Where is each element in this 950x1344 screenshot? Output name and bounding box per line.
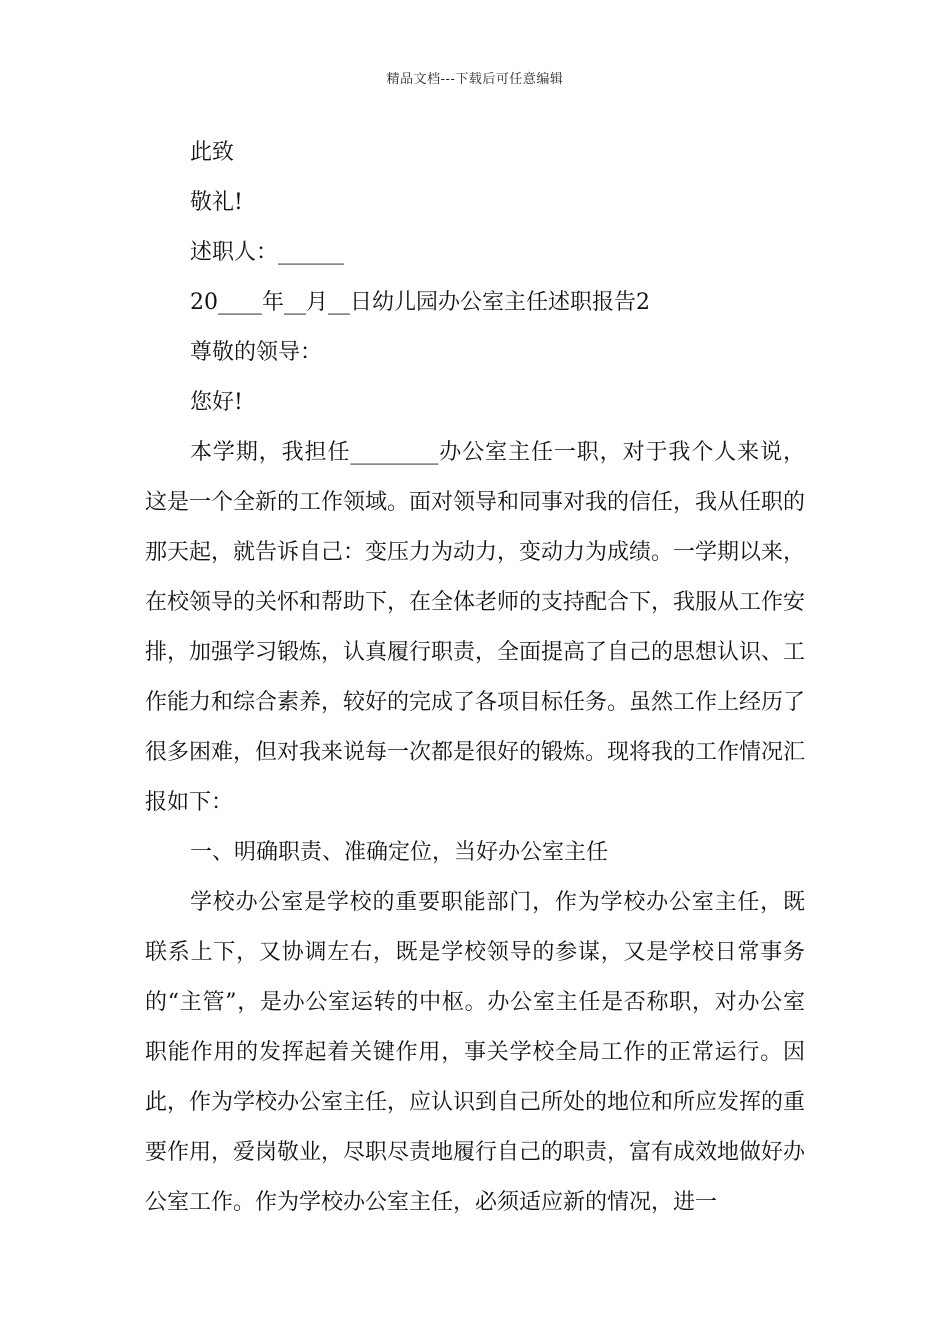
document-body [145, 128, 805, 1228]
page-header: 精品文档---下载后可任意编辑 [386, 72, 564, 87]
paragraph-section-1: 学校办公室是学校的重要职能部门，作为学校办公室主任，既联系上下，又协调左右，既是学校领导的参谋，又是学校日常事务的“主管”，是办公室运转的中枢。办公室主任是否称职，对办公室职能作用的发挥起着关键作用，事关学校全局工作的正常运行。因此，作为学校办公室主任，应认识到自己所处的地位和所应发挥的重要作用，爱岗敬业，尽职尽责地履行自己的职责，富有成效地做好办公室工作。作为学校办公室主任，必须适应新的情况，进一 [145, 890, 806, 1215]
greeting-line: 您好! [190, 390, 243, 415]
section-heading-1: 一、明确职责、准确定位，当好办公室主任 [190, 840, 609, 865]
date-title-line: 20____年__月__日幼儿园办公室主任述职报告2 [190, 290, 650, 315]
closing-line-2: 敬礼! [190, 190, 243, 215]
signer-line: 述职人：______ [190, 240, 345, 265]
paragraph-intro: 本学期，我担任________办公室主任一职，对于我个人来说，这是一个全新的工作领域。面对领导和同事对我的信任，我从任职的那天起，就告诉自己：变压力为动力，变动力为成绩。一学期以来，在校领导的关怀和帮助下，在全体老师的支持配合下，我服从工作安排，加强学习锻炼，认真履行职责，全面提高了自己的思想认识、工作能力和综合素养，较好的完成了各项目标任务。虽然工作上经历了很多困难，但对我来说每一次都是很好的锻炼。现将我的工作情况汇报如下： [145, 440, 806, 815]
closing-line-1: 此致 [190, 140, 235, 165]
salutation-line: 尊敬的领导： [190, 340, 323, 365]
